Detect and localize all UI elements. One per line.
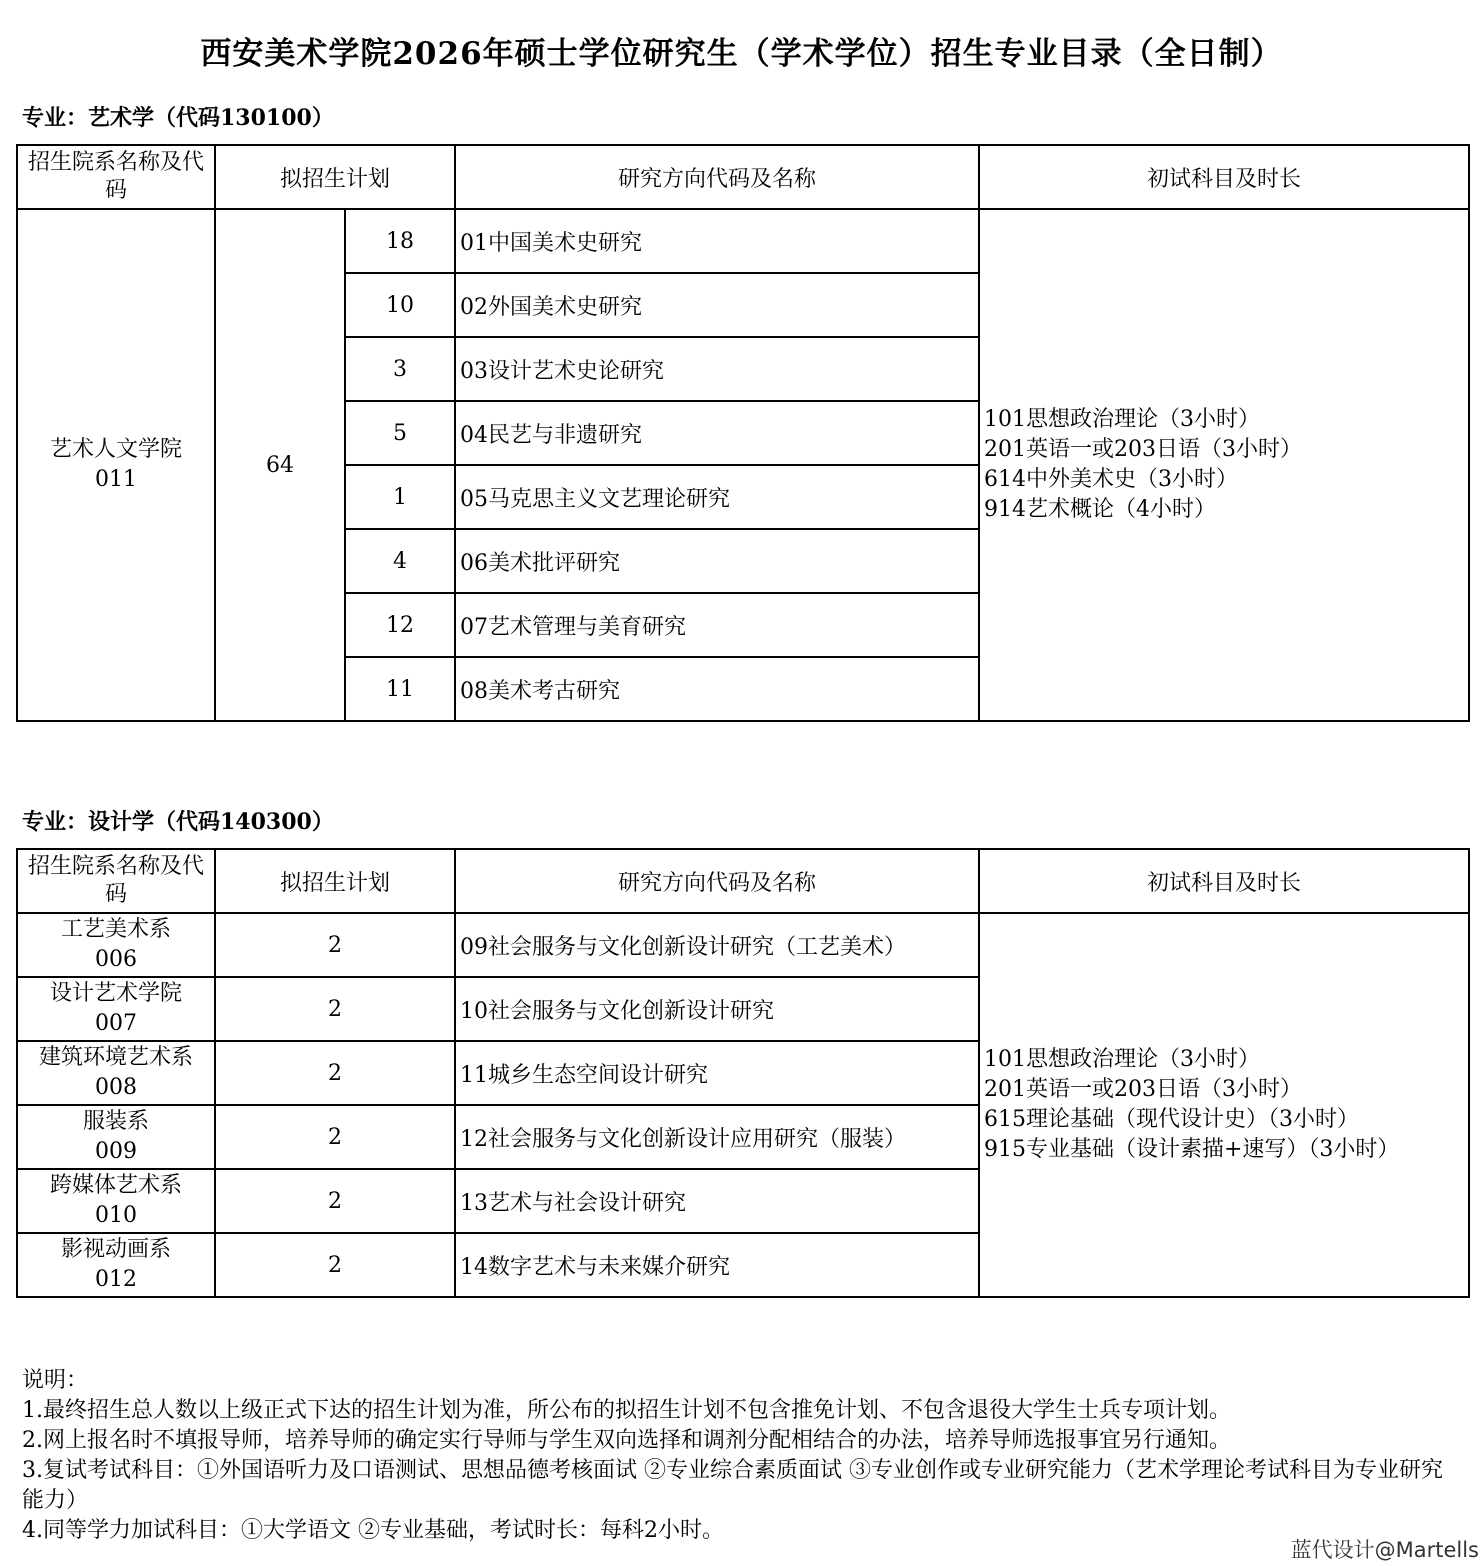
dept-code: 012: [95, 1267, 137, 1292]
note-item: 2.网上报名时不填报导师，培养导师的确定实行导师与学生双向选择和调剂分配相结合的办法，培养导师选报事宜另行通知。: [22, 1428, 1231, 1453]
direction-name: 06美术批评研究: [455, 529, 979, 593]
plan-count: 11: [345, 657, 455, 721]
dept-cell: [17, 1169, 215, 1233]
exam-subjects: [979, 209, 1469, 721]
exam-subject: 614中外美术史（3小时）: [984, 467, 1239, 492]
dept-code: 007: [95, 1011, 137, 1036]
watermark: 蓝代设计@Martells: [1290, 1538, 1479, 1562]
major-label-design: 专业：设计学（代码140300）: [22, 809, 334, 835]
header-subjects: 初试科目及时长: [979, 849, 1469, 913]
dept-code: 009: [95, 1139, 137, 1164]
dept-name: 艺术人文学院: [49, 437, 182, 462]
plan-count: 12: [345, 593, 455, 657]
direction-name: 01中国美术史研究: [455, 209, 979, 273]
plan-count: 2: [215, 1233, 455, 1297]
dept-code: 008: [95, 1075, 137, 1100]
direction-name: 09社会服务与文化创新设计研究（工艺美术）: [455, 913, 979, 977]
header-subjects: 初试科目及时长: [979, 145, 1469, 209]
direction-name: 07艺术管理与美育研究: [455, 593, 979, 657]
exam-subject: 914艺术概论（4小时）: [984, 497, 1217, 522]
dept-code: 010: [95, 1203, 137, 1228]
header-plan: 拟招生计划: [215, 849, 455, 913]
header-dept-text: 招生院系名称及代码: [27, 150, 204, 203]
dept-cell: [17, 977, 215, 1041]
plan-count: 3: [345, 337, 455, 401]
plan-count: 18: [345, 209, 455, 273]
dept-cell: [17, 1105, 215, 1169]
header-dept: [17, 849, 215, 913]
note-item: 3.复试考试科目：①外国语听力及口语测试、思想品德考核面试 ②专业综合素质面试 ③专业创作或专业研究能力（艺术学理论考试科目为专业研究能力）: [22, 1458, 1443, 1513]
plan-count: 2: [215, 1041, 455, 1105]
direction-name: 03设计艺术史论研究: [455, 337, 979, 401]
direction-name: 12社会服务与文化创新设计应用研究（服装）: [455, 1105, 979, 1169]
dept-cell: [17, 913, 215, 977]
header-dept-text: 招生院系名称及代码: [27, 854, 204, 907]
direction-name: 10社会服务与文化创新设计研究: [455, 977, 979, 1041]
plan-count: 10: [345, 273, 455, 337]
exam-subject: 915专业基础（设计素描+速写）（3小时）: [984, 1137, 1400, 1162]
direction-name: 14数字艺术与未来媒介研究: [455, 1233, 979, 1297]
total-plan: 64: [215, 209, 345, 721]
plan-count: 2: [215, 1169, 455, 1233]
direction-name: 13艺术与社会设计研究: [455, 1169, 979, 1233]
plan-count: 1: [345, 465, 455, 529]
direction-name: 11城乡生态空间设计研究: [455, 1041, 979, 1105]
exam-subject: 201英语一或203日语（3小时）: [984, 437, 1302, 462]
exam-subject: 101思想政治理论（3小时）: [984, 1047, 1260, 1072]
plan-count: 4: [345, 529, 455, 593]
header-direction: 研究方向代码及名称: [455, 849, 979, 913]
catalog-table-art: [16, 144, 1470, 722]
notes-heading: 说明：: [22, 1368, 89, 1393]
page-title: 西安美术学院2026年硕士学位研究生（学术学位）招生专业目录（全日制）: [200, 36, 1283, 72]
note-item: 1.最终招生总人数以上级正式下达的招生计划为准，所公布的拟招生计划不包含推免计划、不包含退役大学生士兵专项计划。: [22, 1398, 1231, 1423]
plan-count: 2: [215, 1105, 455, 1169]
dept-name: 影视动画系: [60, 1237, 171, 1262]
direction-name: 05马克思主义文艺理论研究: [455, 465, 979, 529]
dept-name: 跨媒体艺术系: [49, 1173, 182, 1198]
exam-subjects: [979, 913, 1469, 1297]
dept-cell: [17, 1233, 215, 1297]
plan-count: 2: [215, 977, 455, 1041]
dept-code: 011: [95, 467, 137, 492]
plan-count: 2: [215, 913, 455, 977]
direction-name: 04民艺与非遗研究: [455, 401, 979, 465]
plan-count: 5: [345, 401, 455, 465]
note-item: 4.同等学力加试科目：①大学语文 ②专业基础，考试时长：每科2小时。: [22, 1518, 724, 1543]
major-label-art: 专业：艺术学（代码130100）: [22, 105, 334, 131]
exam-subject: 101思想政治理论（3小时）: [984, 407, 1261, 432]
dept-name: 工艺美术系: [60, 917, 171, 942]
direction-name: 08美术考古研究: [455, 657, 979, 721]
header-plan: 拟招生计划: [215, 145, 455, 209]
dept-name: 设计艺术学院: [49, 981, 182, 1006]
exam-subject: 615理论基础（现代设计史）（3小时）: [984, 1107, 1359, 1132]
dept-cell: [17, 1041, 215, 1105]
dept-code: 006: [95, 947, 137, 972]
catalog-table-design: [16, 848, 1470, 1298]
header-direction: 研究方向代码及名称: [455, 145, 979, 209]
dept-cell: [17, 209, 215, 721]
dept-name: 服装系: [82, 1109, 149, 1134]
exam-subject: 201英语一或203日语（3小时）: [984, 1077, 1302, 1102]
header-dept: [17, 145, 215, 209]
direction-name: 02外国美术史研究: [455, 273, 979, 337]
dept-name: 建筑环境艺术系: [38, 1045, 193, 1070]
notes-section: [22, 1366, 1462, 1546]
